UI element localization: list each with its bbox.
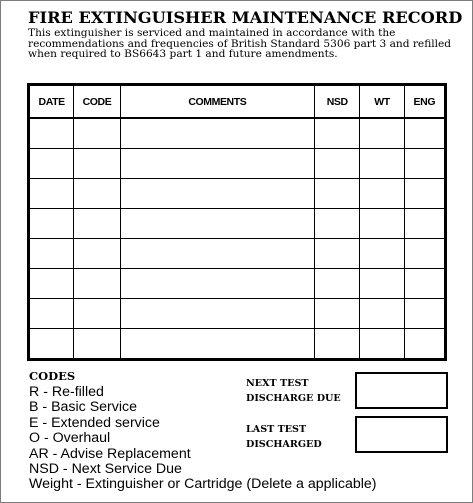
nsd-cell[interactable]	[315, 329, 360, 360]
date-cell[interactable]	[29, 239, 74, 269]
next-test-label	[246, 376, 341, 406]
column-header-eng: ENG	[404, 85, 445, 119]
table-row	[29, 149, 446, 179]
nsd-cell[interactable]	[315, 118, 360, 149]
comments-cell[interactable]	[120, 329, 314, 360]
wt-cell[interactable]	[360, 209, 404, 239]
codes-heading: CODES	[29, 369, 76, 383]
date-cell[interactable]	[29, 149, 74, 179]
record-title: FIRE EXTINGUISHER MAINTENANCE RECORD	[28, 8, 463, 27]
wt-cell[interactable]	[360, 299, 404, 329]
table-header-row	[29, 85, 446, 119]
comments-cell[interactable]	[120, 299, 314, 329]
intro-text: This extinguisher is serviced and maintained in accordance with the recommendations and frequencies of British Standard 5306 part 3 and refilled when required to BS6643 part 1 and future amendments.	[28, 27, 452, 61]
code-item-basic-service: B - Basic Service	[29, 399, 138, 416]
table-row	[29, 299, 446, 329]
nsd-cell[interactable]	[315, 149, 360, 179]
maintenance-table	[27, 83, 447, 361]
nsd-cell[interactable]	[315, 269, 360, 299]
nsd-cell[interactable]	[315, 299, 360, 329]
table-row	[29, 118, 446, 149]
date-cell[interactable]	[29, 269, 74, 299]
date-cell[interactable]	[29, 299, 74, 329]
wt-cell[interactable]	[360, 149, 404, 179]
last-test-label-line2: DISCHARGED	[246, 439, 322, 450]
column-header-comments: COMMENTS	[120, 85, 314, 119]
table-row	[29, 179, 446, 209]
eng-cell[interactable]	[404, 329, 445, 360]
code-cell[interactable]	[74, 239, 120, 269]
code-item-weight: Weight - Extinguisher or Cartridge (Delete a applicable)	[29, 476, 377, 493]
next-test-label-line2: DISCHARGE DUE	[246, 393, 341, 404]
nsd-cell[interactable]	[315, 179, 360, 209]
next-test-discharge-due-field[interactable]	[355, 372, 448, 409]
code-item-next-service-due: NSD - Next Service Due	[29, 461, 182, 478]
eng-cell[interactable]	[404, 118, 445, 149]
date-cell[interactable]	[29, 329, 74, 360]
eng-cell[interactable]	[404, 299, 445, 329]
code-item-refilled: R - Re-filled	[29, 384, 104, 400]
next-test-label-line1: NEXT TEST	[246, 378, 309, 389]
eng-cell[interactable]	[404, 149, 445, 179]
code-item-overhaul: O - Overhaul	[29, 430, 111, 447]
comments-cell[interactable]	[120, 179, 314, 209]
table-row	[29, 269, 446, 299]
code-item-extended-service: E - Extended service	[29, 414, 160, 431]
last-test-label	[246, 422, 322, 452]
eng-cell[interactable]	[404, 209, 445, 239]
code-cell[interactable]	[74, 149, 120, 179]
wt-cell[interactable]	[360, 329, 404, 360]
comments-cell[interactable]	[120, 209, 314, 239]
wt-cell[interactable]	[360, 179, 404, 209]
eng-cell[interactable]	[404, 179, 445, 209]
comments-cell[interactable]	[120, 239, 314, 269]
last-test-discharged-field[interactable]	[355, 416, 448, 453]
code-cell[interactable]	[74, 118, 120, 149]
wt-cell[interactable]	[360, 239, 404, 269]
code-cell[interactable]	[74, 269, 120, 299]
date-cell[interactable]	[29, 118, 74, 149]
table-row	[29, 209, 446, 239]
table-row	[29, 329, 446, 360]
column-header-wt: WT	[360, 85, 404, 119]
column-header-nsd: NSD	[315, 85, 360, 119]
code-cell[interactable]	[74, 179, 120, 209]
nsd-cell[interactable]	[315, 239, 360, 269]
nsd-cell[interactable]	[315, 209, 360, 239]
comments-cell[interactable]	[120, 118, 314, 149]
column-header-date: DATE	[29, 85, 74, 119]
eng-cell[interactable]	[404, 239, 445, 269]
comments-cell[interactable]	[120, 269, 314, 299]
wt-cell[interactable]	[360, 269, 404, 299]
wt-cell[interactable]	[360, 118, 404, 149]
code-cell[interactable]	[74, 329, 120, 360]
code-item-advise-replacement: AR - Advise Replacement	[29, 445, 191, 462]
eng-cell[interactable]	[404, 269, 445, 299]
column-header-code: CODE	[74, 85, 120, 119]
date-cell[interactable]	[29, 209, 74, 239]
table-row	[29, 239, 446, 269]
date-cell[interactable]	[29, 179, 74, 209]
code-cell[interactable]	[74, 299, 120, 329]
code-cell[interactable]	[74, 209, 120, 239]
last-test-label-line1: LAST TEST	[246, 424, 307, 435]
comments-cell[interactable]	[120, 149, 314, 179]
